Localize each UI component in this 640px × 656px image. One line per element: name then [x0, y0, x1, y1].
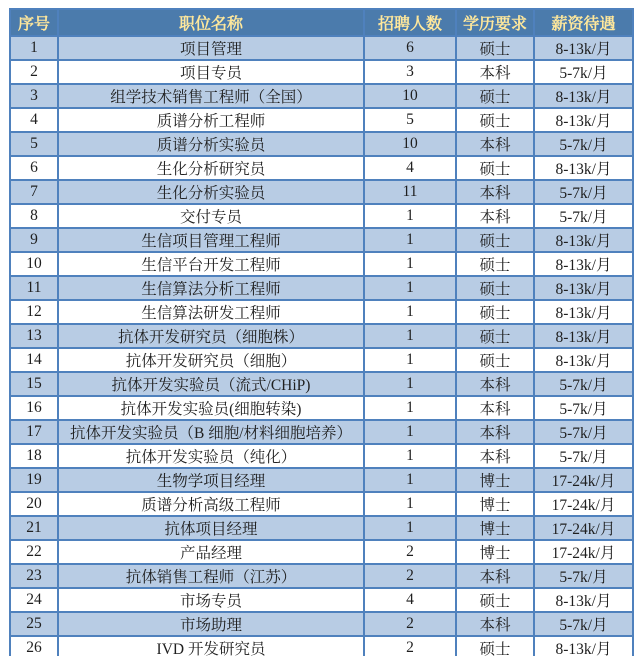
table-row — [10, 300, 633, 324]
cell-degree: 硕士 — [456, 636, 534, 656]
cell-index: 26 — [10, 636, 58, 656]
cell-salary: 5-7k/月 — [534, 180, 633, 204]
table-row — [10, 276, 633, 300]
cell-degree: 博士 — [456, 492, 534, 516]
cell-title: 市场专员 — [58, 588, 364, 612]
header-cell-title: 职位名称 — [58, 9, 364, 36]
cell-count: 1 — [364, 468, 456, 492]
cell-degree: 硕士 — [456, 84, 534, 108]
table-row — [10, 492, 633, 516]
cell-index: 22 — [10, 540, 58, 564]
cell-count: 1 — [364, 276, 456, 300]
cell-count: 1 — [364, 300, 456, 324]
cell-count: 1 — [364, 204, 456, 228]
cell-salary: 8-13k/月 — [534, 588, 633, 612]
cell-title: 抗体开发实验员(细胞转染) — [58, 396, 364, 420]
cell-count: 1 — [364, 372, 456, 396]
cell-index: 8 — [10, 204, 58, 228]
cell-count: 1 — [364, 348, 456, 372]
cell-count: 2 — [364, 636, 456, 656]
cell-title: 市场助理 — [58, 612, 364, 636]
cell-title: 质谱分析实验员 — [58, 132, 364, 156]
cell-salary: 5-7k/月 — [534, 372, 633, 396]
cell-degree: 本科 — [456, 180, 534, 204]
cell-degree: 本科 — [456, 60, 534, 84]
cell-salary: 8-13k/月 — [534, 36, 633, 60]
cell-count: 10 — [364, 84, 456, 108]
table-row — [10, 612, 633, 636]
cell-degree: 本科 — [456, 372, 534, 396]
cell-count: 1 — [364, 516, 456, 540]
cell-degree: 硕士 — [456, 252, 534, 276]
header-cell-salary: 薪资待遇 — [534, 9, 633, 36]
cell-title: 项目管理 — [58, 36, 364, 60]
cell-degree: 硕士 — [456, 588, 534, 612]
cell-degree: 本科 — [456, 420, 534, 444]
cell-count: 3 — [364, 60, 456, 84]
table-row — [10, 372, 633, 396]
cell-degree: 本科 — [456, 564, 534, 588]
cell-title: 抗体开发实验员（B 细胞/材料细胞培养） — [58, 420, 364, 444]
table-row — [10, 324, 633, 348]
cell-title: 生化分析实验员 — [58, 180, 364, 204]
cell-index: 17 — [10, 420, 58, 444]
cell-count: 1 — [364, 492, 456, 516]
cell-index: 24 — [10, 588, 58, 612]
cell-index: 9 — [10, 228, 58, 252]
cell-salary: 17-24k/月 — [534, 492, 633, 516]
table-row — [10, 444, 633, 468]
cell-salary: 8-13k/月 — [534, 636, 633, 656]
cell-salary: 8-13k/月 — [534, 324, 633, 348]
cell-degree: 硕士 — [456, 108, 534, 132]
cell-count: 5 — [364, 108, 456, 132]
cell-index: 7 — [10, 180, 58, 204]
header-row — [10, 9, 633, 36]
cell-title: 抗体开发实验员（流式/CHiP) — [58, 372, 364, 396]
cell-degree: 硕士 — [456, 300, 534, 324]
header-cell-degree: 学历要求 — [456, 9, 534, 36]
cell-salary: 5-7k/月 — [534, 204, 633, 228]
cell-index: 6 — [10, 156, 58, 180]
cell-title: 抗体开发实验员（纯化） — [58, 444, 364, 468]
table-row — [10, 204, 633, 228]
cell-count: 2 — [364, 540, 456, 564]
cell-index: 23 — [10, 564, 58, 588]
cell-index: 14 — [10, 348, 58, 372]
table-row — [10, 228, 633, 252]
cell-title: 组学技术销售工程师（全国） — [58, 84, 364, 108]
cell-salary: 5-7k/月 — [534, 612, 633, 636]
cell-title: IVD 开发研究员 — [58, 636, 364, 656]
table-row — [10, 156, 633, 180]
cell-index: 5 — [10, 132, 58, 156]
cell-title: 生信算法分析工程师 — [58, 276, 364, 300]
cell-index: 25 — [10, 612, 58, 636]
table-row — [10, 420, 633, 444]
cell-degree: 本科 — [456, 132, 534, 156]
cell-index: 15 — [10, 372, 58, 396]
cell-title: 质谱分析工程师 — [58, 108, 364, 132]
table-row — [10, 564, 633, 588]
cell-salary: 8-13k/月 — [534, 276, 633, 300]
cell-count: 1 — [364, 444, 456, 468]
cell-degree: 本科 — [456, 612, 534, 636]
cell-salary: 5-7k/月 — [534, 396, 633, 420]
cell-index: 19 — [10, 468, 58, 492]
job-positions-table — [9, 8, 634, 656]
cell-degree: 博士 — [456, 516, 534, 540]
cell-count: 10 — [364, 132, 456, 156]
cell-title: 交付专员 — [58, 204, 364, 228]
table-row — [10, 84, 633, 108]
cell-count: 6 — [364, 36, 456, 60]
cell-title: 抗体开发研究员（细胞） — [58, 348, 364, 372]
cell-title: 生物学项目经理 — [58, 468, 364, 492]
cell-title: 产品经理 — [58, 540, 364, 564]
cell-index: 1 — [10, 36, 58, 60]
cell-salary: 5-7k/月 — [534, 444, 633, 468]
cell-salary: 8-13k/月 — [534, 108, 633, 132]
cell-salary: 8-13k/月 — [534, 228, 633, 252]
cell-title: 生信平台开发工程师 — [58, 252, 364, 276]
cell-count: 1 — [364, 324, 456, 348]
cell-degree: 硕士 — [456, 228, 534, 252]
cell-salary: 8-13k/月 — [534, 348, 633, 372]
cell-count: 2 — [364, 564, 456, 588]
table-row — [10, 588, 633, 612]
cell-index: 21 — [10, 516, 58, 540]
table-row — [10, 468, 633, 492]
cell-index: 4 — [10, 108, 58, 132]
cell-degree: 本科 — [456, 444, 534, 468]
table-row — [10, 36, 633, 60]
cell-count: 4 — [364, 588, 456, 612]
table-row — [10, 636, 633, 656]
cell-index: 20 — [10, 492, 58, 516]
cell-salary: 8-13k/月 — [534, 156, 633, 180]
cell-title: 抗体销售工程师（江苏） — [58, 564, 364, 588]
cell-index: 10 — [10, 252, 58, 276]
cell-title: 抗体项目经理 — [58, 516, 364, 540]
job-table-body — [10, 36, 633, 656]
cell-index: 13 — [10, 324, 58, 348]
cell-salary: 17-24k/月 — [534, 468, 633, 492]
cell-degree: 本科 — [456, 204, 534, 228]
cell-title: 项目专员 — [58, 60, 364, 84]
cell-title: 抗体开发研究员（细胞株） — [58, 324, 364, 348]
cell-count: 1 — [364, 228, 456, 252]
header-cell-index: 序号 — [10, 9, 58, 36]
cell-degree: 硕士 — [456, 36, 534, 60]
cell-salary: 5-7k/月 — [534, 132, 633, 156]
cell-salary: 5-7k/月 — [534, 564, 633, 588]
cell-degree: 硕士 — [456, 156, 534, 180]
cell-degree: 本科 — [456, 396, 534, 420]
cell-salary: 5-7k/月 — [534, 60, 633, 84]
cell-salary: 5-7k/月 — [534, 420, 633, 444]
table-row — [10, 180, 633, 204]
table-row — [10, 540, 633, 564]
cell-salary: 8-13k/月 — [534, 300, 633, 324]
cell-degree: 硕士 — [456, 348, 534, 372]
cell-index: 16 — [10, 396, 58, 420]
cell-title: 生信算法研发工程师 — [58, 300, 364, 324]
header-cell-count: 招聘人数 — [364, 9, 456, 36]
cell-degree: 博士 — [456, 468, 534, 492]
table-row — [10, 108, 633, 132]
cell-title: 生信项目管理工程师 — [58, 228, 364, 252]
table-row — [10, 396, 633, 420]
cell-degree: 博士 — [456, 540, 534, 564]
cell-count: 1 — [364, 420, 456, 444]
cell-title: 质谱分析高级工程师 — [58, 492, 364, 516]
table-row — [10, 252, 633, 276]
cell-index: 2 — [10, 60, 58, 84]
cell-count: 11 — [364, 180, 456, 204]
cell-degree: 硕士 — [456, 276, 534, 300]
table-row — [10, 60, 633, 84]
cell-count: 1 — [364, 396, 456, 420]
table-row — [10, 132, 633, 156]
cell-index: 18 — [10, 444, 58, 468]
cell-index: 11 — [10, 276, 58, 300]
table-row — [10, 348, 633, 372]
cell-salary: 8-13k/月 — [534, 84, 633, 108]
cell-salary: 8-13k/月 — [534, 252, 633, 276]
cell-count: 1 — [364, 252, 456, 276]
cell-index: 3 — [10, 84, 58, 108]
cell-salary: 17-24k/月 — [534, 516, 633, 540]
cell-degree: 硕士 — [456, 324, 534, 348]
cell-title: 生化分析研究员 — [58, 156, 364, 180]
cell-count: 2 — [364, 612, 456, 636]
table-header — [10, 9, 633, 36]
cell-salary: 17-24k/月 — [534, 540, 633, 564]
cell-index: 12 — [10, 300, 58, 324]
cell-count: 4 — [364, 156, 456, 180]
table-row — [10, 516, 633, 540]
